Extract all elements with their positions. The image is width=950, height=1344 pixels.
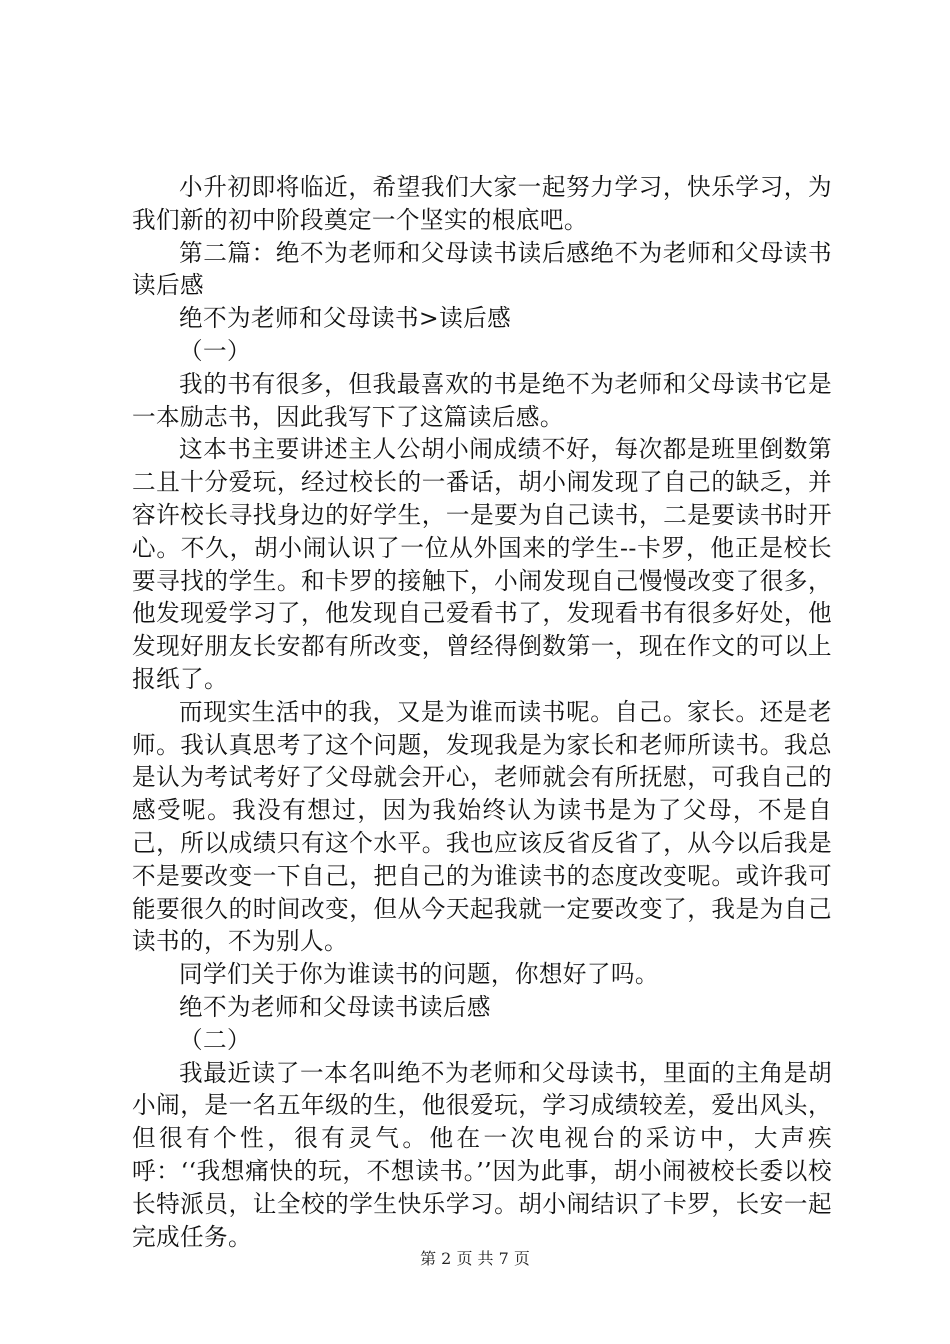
essay-title-two: 绝不为老师和父母读书读后感 bbox=[179, 992, 491, 1021]
essay-number-one: （一） bbox=[179, 336, 251, 365]
page-number-footer: 第 2 页 共 7 页 bbox=[420, 1249, 530, 1268]
paragraph-favorite-book: 我的书有很多，但我最喜欢的书是绝不为老师和父母读书它是一本励志书，因此我写下了这篇读后感。 bbox=[132, 369, 832, 431]
essay-title-one: 绝不为老师和父母读书>读后感 bbox=[179, 304, 512, 333]
section-heading-part-two: 第二篇：绝不为老师和父母读书读后感绝不为老师和父母读书读后感 bbox=[132, 238, 832, 300]
document-body bbox=[132, 171, 832, 1253]
paragraph-recent-reading: 我最近读了一本名叫绝不为老师和父母读书，里面的主角是胡小闹，是一名五年级的生，他很爱玩，学习成绩较差，爱出风头，但很有个性，很有灵气。他在一次电视台的采访中，大声疾呼：‘‘我想痛快的玩，不想读书。’’因为此事，胡小闹被校长委以校长特派员，让全校的学生快乐学习。胡小闹结识了卡罗，长安一起完成任务。 bbox=[132, 1058, 832, 1251]
paragraph-intro-conclusion: 小升初即将临近，希望我们大家一起努力学习，快乐学习，为我们新的初中阶段奠定一个坚实的根底吧。 bbox=[132, 173, 832, 234]
paragraph-book-summary: 这本书主要讲述主人公胡小闹成绩不好，每次都是班里倒数第二且十分爱玩，经过校长的一番话，胡小闹发现了自己的缺乏，并容许校长寻找身边的好学生，一是要为自己读书，二是要读书时开心。不久，胡小闹认识了一位从外国来的学生--卡罗，他正是校长要寻找的学生。和卡罗的接触下，小闹发现自己慢慢改变了很多，他发现爱学习了，他发现自己爱看书了，发现看书有很多好处，他发现好朋友长安都有所改变，曾经得倒数第一，现在作文的可以上报纸了。 bbox=[132, 435, 832, 693]
paragraph-question: 同学们关于你为谁读书的问题，你想好了吗。 bbox=[179, 960, 659, 989]
essay-number-two: （二） bbox=[179, 1025, 251, 1054]
paragraph-reflection: 而现实生活中的我，又是为谁而读书呢。自己。家长。还是老师。我认真思考了这个问题，发现我是为家长和老师所读书。我总是认为考试考好了父母就会开心，老师就会有所抚慰，可我自己的感受呢。我没有想过，因为我始终认为读书是为了父母，不是自己，所以成绩只有这个水平。我也应该反省反省了，从今以后我是不是要改变一下自己，把自己的为谁读书的态度改变呢。或许我可能要很久的时间改变，但从今天起我就一定要改变了，我是为自己读书的，不为别人。 bbox=[132, 697, 832, 956]
